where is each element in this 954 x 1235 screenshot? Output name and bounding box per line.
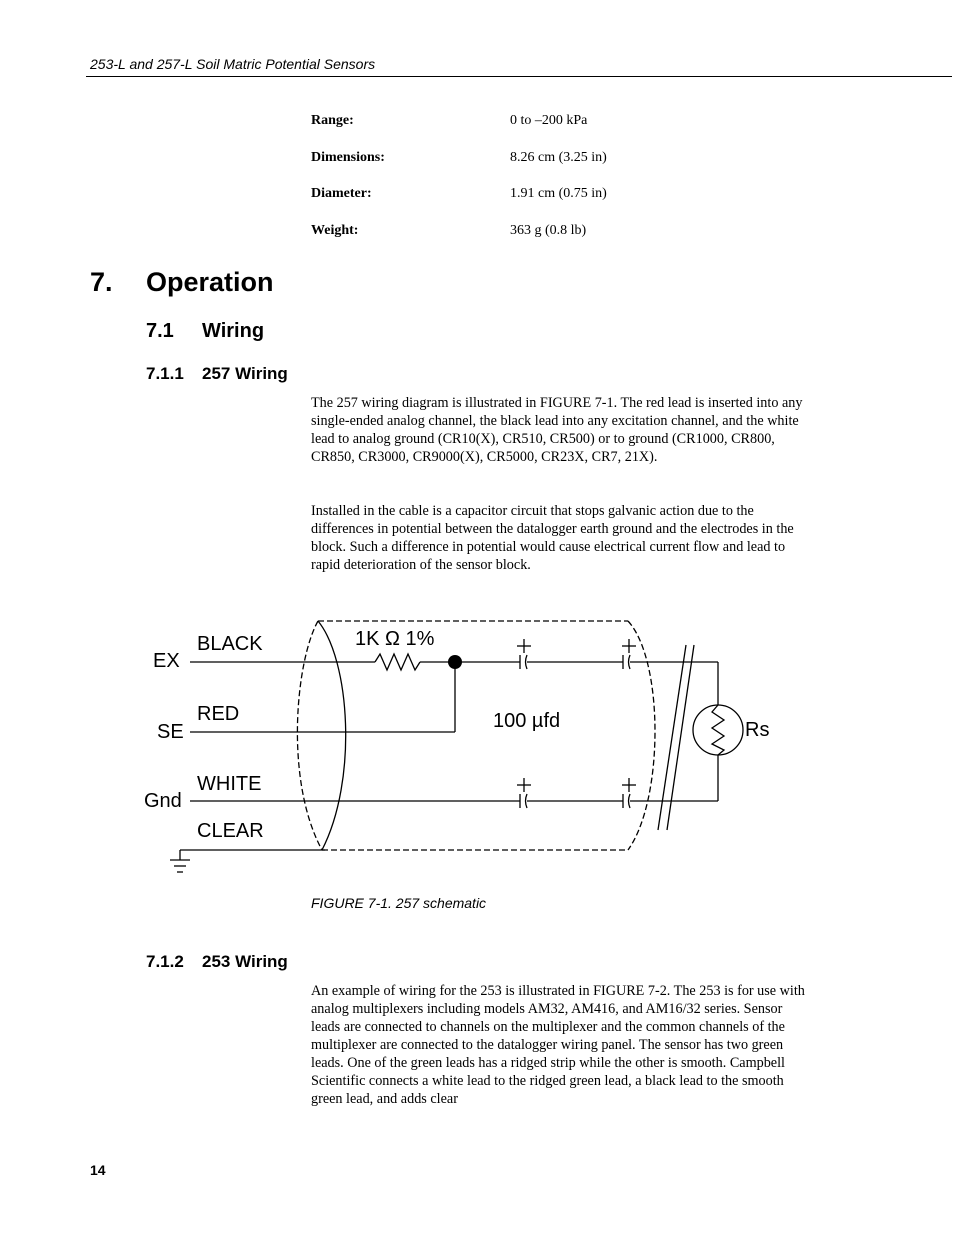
spec-label-weight: Weight: (311, 223, 359, 238)
cable-bundle-front (318, 621, 346, 850)
label-red: RED (197, 703, 240, 725)
label-ex: EX (153, 650, 180, 672)
spec-label-dimensions: Dimensions: (311, 150, 385, 165)
label-rs: Rs (745, 719, 770, 741)
label-resistor: 1K Ω 1% (355, 628, 435, 650)
label-gnd: Gnd (144, 790, 182, 812)
capacitor-plate-curved (629, 655, 631, 669)
subsubsection-title-253: 253 Wiring (202, 952, 288, 971)
page-number: 14 (90, 1162, 106, 1178)
figure-caption: FIGURE 7-1. 257 schematic (311, 895, 487, 911)
spec-value-dimensions: 8.26 cm (3.25 in) (510, 150, 607, 165)
label-black: BLACK (197, 633, 263, 655)
subsubsection-title-257: 257 Wiring (202, 364, 288, 383)
cable-bundle-left (297, 621, 322, 850)
capacitor-plate-curved (526, 794, 528, 808)
sensor-resistor-zigzag (712, 705, 724, 755)
running-header: 253-L and 257-L Soil Matric Potential Sensors (90, 56, 376, 72)
junction-node (448, 655, 462, 669)
paragraph-253-wiring: An example of wiring for the 253 is illustrated in FIGURE 7-2. The 253 is for use with analog multiplexers including models AM32, AM416, and AM16/32 series. Sensor leads are connected to channels on the multiplexer and the common channels of the multiplexer are connected to the datalogger wiring panel. The sensor has two green leads. One of the green leads has a ridged strip while the other is smooth. Campbell Scientific connects a white lead to the ridged green lead, a black lead to the smooth green lead, and adds clear (311, 983, 805, 1107)
capacitor-plate-curved (629, 794, 631, 808)
paragraph-257-wiring: The 257 wiring diagram is illustrated in FIGURE 7-1. The red lead is inserted into any single-ended analog channel, the black lead into any excitation channel, and the white lead to analog ground (CR10(X), CR510, CR500) or to ground (CR1000, CR800, CR850, CR3000, CR9000(X), CR5000, CR23X, CR7, 21X). (311, 395, 803, 465)
subsubsection-number-257: 7.1.1 (146, 364, 184, 383)
spec-label-diameter: Diameter: (311, 186, 372, 201)
label-se: SE (157, 721, 184, 743)
spec-value-diameter: 1.91 cm (0.75 in) (510, 186, 607, 201)
subsection-number: 7.1 (146, 320, 174, 342)
paragraph-capacitor-circuit: Installed in the cable is a capacitor circuit that stops galvanic action due to the differences in potential between the datalogger earth ground and the electrodes in the block. Such a difference in potential would cause electrical current flow and lead to rapid deterioration of the sensor block. (311, 503, 794, 573)
capacitor-plate-curved (526, 655, 528, 669)
spec-label-range: Range: (311, 113, 354, 128)
subsubsection-number-253: 7.1.2 (146, 952, 184, 971)
section-title: Operation (146, 267, 274, 297)
subsection-title: Wiring (202, 320, 265, 342)
cable-bundle-right (628, 621, 655, 850)
break-mark-2 (667, 645, 694, 830)
resistor-symbol (375, 654, 420, 670)
break-mark-1 (658, 645, 686, 830)
section-number: 7. (90, 267, 113, 297)
spec-value-range: 0 to –200 kPa (510, 113, 588, 128)
header-rule (86, 76, 952, 77)
schematic-257 (0, 600, 954, 890)
label-capacitor: 100 µfd (493, 710, 561, 732)
label-white: WHITE (197, 773, 262, 795)
label-clear: CLEAR (197, 820, 264, 842)
spec-value-weight: 363 g (0.8 lb) (510, 223, 587, 238)
